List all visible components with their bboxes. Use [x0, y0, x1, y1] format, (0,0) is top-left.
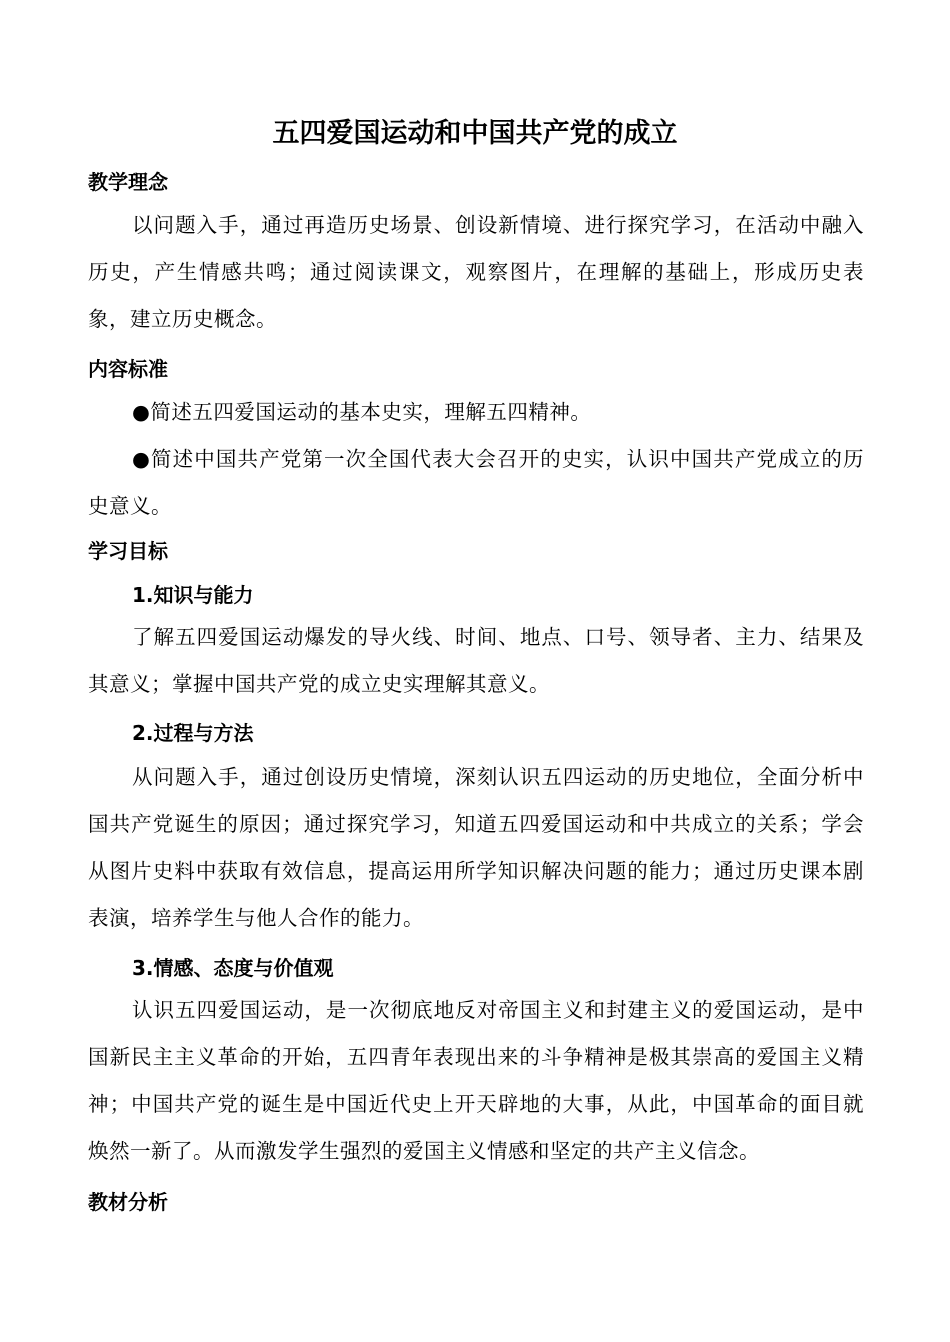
objective-process-paragraph: 从问题入手，通过创设历史情境，深刻认识五四运动的历史地位，全面分析中国共产党诞生的原因；通过探究学习，知道五四爱国运动和中共成立的关系；学会从图片史料中获取有效信息，提高运用所学知识解决问题的能力；通过历史课本剧表演，培养学生与他人合作的能力。 [88, 765, 864, 930]
objective-heading-process: 2.过程与方法 [132, 721, 254, 745]
section-heading-learning-objectives: 学习目标 [88, 539, 168, 563]
objective-values-paragraph: 认识五四爱国运动，是一次彻底地反对帝国主义和封建主义的爱国运动，是中国新民主主义革命的开始，五四青年表现出来的斗争精神是极其崇高的爱国主义精神；中国共产党的诞生是中国近代史上开天辟地的大事，从此，中国革命的面目就焕然一新了。从而激发学生强烈的爱国主义情感和坚定的共产主义信念。 [88, 998, 864, 1163]
section-heading-content-standards: 内容标准 [88, 357, 168, 381]
teaching-philosophy-paragraph: 以问题入手，通过再造历史场景、创设新情境、进行探究学习，在活动中融入历史，产生情感共鸣；通过阅读课文，观察图片，在理解的基础上，形成历史表象，建立历史概念。 [88, 213, 864, 331]
document-title: 五四爱国运动和中国共产党的成立 [272, 118, 678, 149]
objective-knowledge-paragraph: 了解五四爱国运动爆发的导火线、时间、地点、口号、领导者、主力、结果及其意义；掌握中国共产党的成立史实理解其意义。 [88, 625, 864, 696]
section-heading-teaching-philosophy: 教学理念 [88, 170, 168, 194]
objective-heading-knowledge: 1.知识与能力 [132, 583, 254, 607]
content-standard-item: ●简述五四爱国运动的基本史实，理解五四精神。 [132, 400, 592, 424]
content-standard-item: ●简述中国共产党第一次全国代表大会召开的史实，认识中国共产党成立的历史意义。 [88, 447, 864, 518]
section-heading-textbook-analysis: 教材分析 [88, 1190, 168, 1214]
objective-heading-values: 3.情感、态度与价值观 [132, 956, 334, 980]
